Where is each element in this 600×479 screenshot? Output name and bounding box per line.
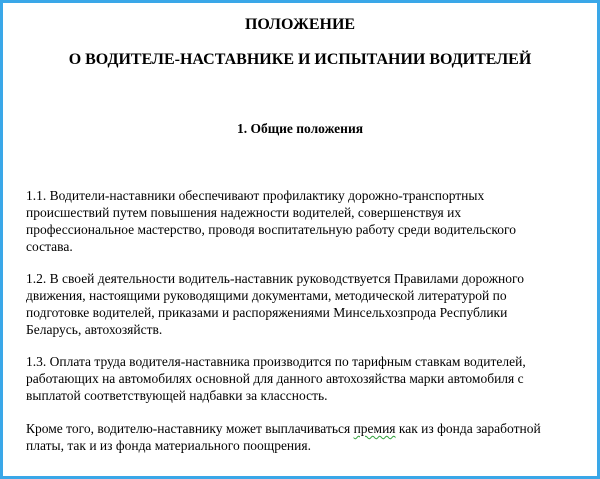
document-title: ПОЛОЖЕНИЕ	[244, 16, 356, 33]
paragraph-line: движения, настоящими руководящими документами, методической литературой по	[26, 288, 507, 303]
paragraph-1-3	[26, 353, 582, 404]
paragraph-1-2	[26, 270, 582, 338]
paragraph-line: работающих на автомобилях основной для данного автохозяйства марки автомобиля с	[26, 371, 524, 386]
spellcheck-marked-word: премия	[353, 421, 396, 436]
paragraph-line: профессиональное мастерство, проводя воспитательную работу среди водительского	[26, 222, 516, 237]
section-heading: 1. Общие положения	[236, 121, 364, 136]
paragraph-line	[26, 420, 582, 437]
paragraph-line: происшествий путем повышения надежности водителей, совершенствуя их	[26, 205, 462, 220]
paragraph-1-1	[26, 187, 582, 255]
paragraph-line: платы, так и из фонда материального поощрения.	[26, 438, 311, 453]
paragraph-text: Кроме того, водителю-наставнику может выплачиваться	[26, 421, 354, 436]
document-subtitle: О ВОДИТЕЛЕ-НАСТАВНИКЕ И ИСПЫТАНИИ ВОДИТЕЛЕЙ	[68, 51, 532, 68]
paragraph-bonus	[26, 420, 582, 454]
paragraph-text: как из фонда заработной	[395, 421, 541, 436]
paragraph-line: Беларусь, автохозяйств.	[26, 322, 163, 337]
paragraph-line: 1.3. Оплата труда водителя-наставника производится по тарифным ставкам водителей,	[26, 354, 526, 369]
paragraph-line: 1.1. Водители-наставники обеспечивают профилактику дорожно-транспортных	[26, 188, 485, 203]
paragraph-line: выплатой соответствующей надбавки за классность.	[26, 388, 328, 403]
paragraph-line: подготовке водителей, приказами и распоряжениями Минсельхозпрода Республики	[26, 305, 508, 320]
paragraph-line: состава.	[26, 239, 73, 254]
paragraph-line: 1.2. В своей деятельности водитель-наставник руководствуется Правилами дорожного	[26, 271, 524, 286]
